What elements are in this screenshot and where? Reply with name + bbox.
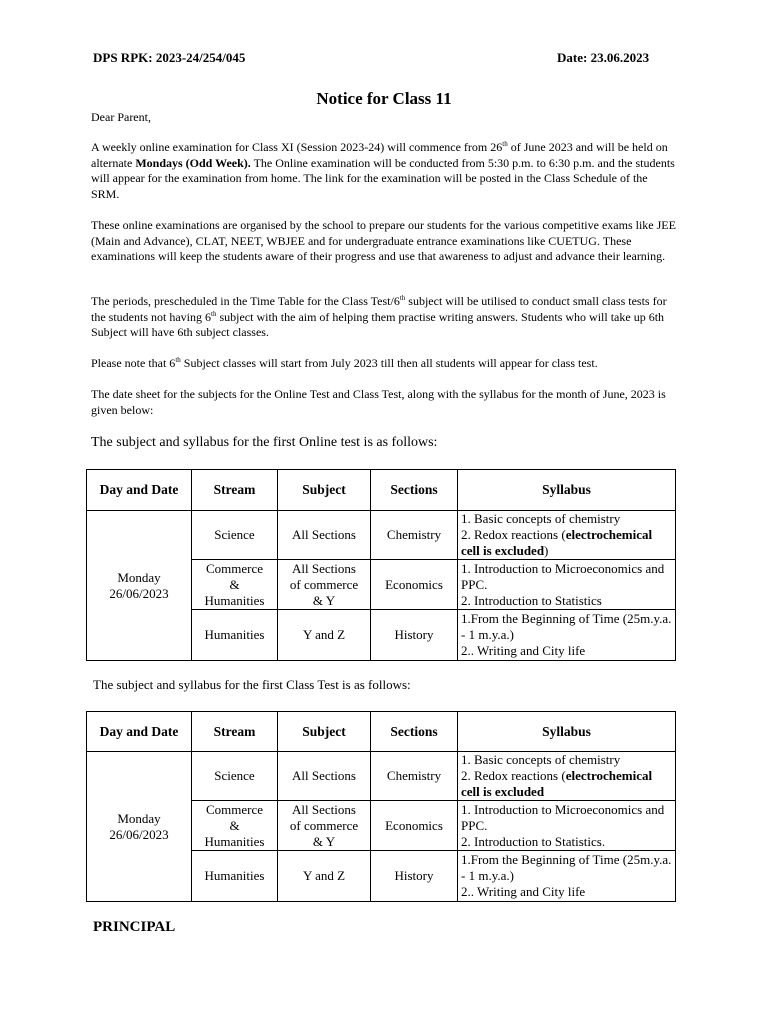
- header-stream: Stream: [192, 470, 278, 511]
- stream-cell: Science: [192, 752, 278, 801]
- header-subject: Subject: [278, 712, 371, 752]
- paragraph-periods: [91, 294, 677, 341]
- notice-date: Date: 23.06.2023: [557, 50, 650, 65]
- online-test-caption: The subject and syllabus for the first Online test is as follows:: [91, 435, 438, 450]
- stream-line: &: [229, 817, 240, 833]
- syllabus-cell: [458, 801, 676, 851]
- p3-sup-2: th: [211, 309, 217, 318]
- syllabus-cell: [458, 752, 676, 801]
- paragraph-purpose: These online examinations are organised by the school to prepare our students for the various competitive exams like JEE (Main and Advance), CLAT, NEET, WBJEE and for undergraduate entrance examinations like CUETUG. These examinations will keep the students aware of their progress and use that awareness to adjust and advance their learning.: [91, 218, 676, 263]
- day-date-cell: [87, 511, 192, 661]
- online-test-table: [86, 469, 676, 661]
- header-day-date: Day and Date: [87, 712, 192, 752]
- day-label: Monday: [117, 810, 161, 826]
- subject-line: & Y: [312, 592, 336, 608]
- subject-cell: Y and Z: [278, 851, 371, 902]
- class-test-table: [86, 711, 676, 902]
- syllabus-line: 2.. Writing and City life: [461, 884, 586, 899]
- date-label: 26/06/2023: [109, 826, 169, 842]
- syllabus-line: 1.From the Beginning of Time (25m.y.a. - 1 m.y.a.): [461, 611, 672, 642]
- p4-sup: th: [175, 356, 181, 364]
- salutation: Dear Parent,: [91, 110, 151, 124]
- p3-text-a: The periods, prescheduled in the Time Table for the Class Test/6: [91, 294, 400, 308]
- paragraph-sixth-subject: [91, 356, 677, 372]
- syllabus-line: 2. Redox reactions (: [461, 768, 566, 783]
- section-cell: Chemistry: [371, 752, 458, 801]
- subject-cell: All Sections: [278, 752, 371, 801]
- subject-line: All Sections: [292, 801, 356, 817]
- header-day-date: Day and Date: [87, 470, 192, 511]
- p1-text-b: of June 2023 and will be held on alternate: [91, 140, 668, 170]
- header-stream: Stream: [192, 712, 278, 752]
- p1-text-c: The Online examination will be conducted from 5:30 p.m. to 6:30 p.m. and the students will appear for the examination from home. The link for the examination will be posted in the Class Schedule of the SRM.: [91, 155, 675, 201]
- signature-principal: PRINCIPAL: [93, 919, 176, 935]
- syllabus-line: 1. Basic concepts of chemistry: [461, 752, 621, 767]
- stream-cell: Science: [192, 511, 278, 560]
- stream-line: Humanities: [204, 592, 265, 608]
- stream-cell: Humanities: [192, 851, 278, 902]
- p3-sup-1: th: [399, 294, 406, 302]
- paragraph-date-sheet: The date sheet for the subjects for the Online Test and Class Test, along with the syllabus for the month of June, 2023 is given below:: [91, 387, 666, 417]
- subject-cell: [278, 801, 371, 851]
- syllabus-line: 2.. Writing and City life: [461, 643, 586, 658]
- syllabus-line: 1. Introduction to Microeconomics and PPC.: [461, 801, 665, 833]
- section-cell: Chemistry: [371, 511, 458, 560]
- header-sections: Sections: [371, 470, 458, 511]
- syllabus-cell: [458, 560, 676, 610]
- table-row: [87, 511, 676, 560]
- section-cell: Economics: [371, 560, 458, 610]
- p4-text-a: Please note that 6: [91, 356, 176, 370]
- subject-cell: All Sections: [278, 511, 371, 560]
- reference-number: DPS RPK: 2023-24/254/045: [93, 50, 246, 65]
- stream-cell: [192, 560, 278, 610]
- header-syllabus: Syllabus: [458, 470, 676, 511]
- subject-line: of commerce: [289, 576, 359, 592]
- stream-line: &: [229, 576, 240, 592]
- syllabus-cell: [458, 610, 676, 661]
- p1-bold: Mondays (Odd Week).: [135, 155, 251, 170]
- section-cell: History: [371, 610, 458, 661]
- day-label: Monday: [117, 569, 161, 585]
- table-header-row: [87, 470, 676, 511]
- subject-cell: Y and Z: [278, 610, 371, 661]
- class-test-caption: The subject and syllabus for the first Class Test is as follows:: [93, 677, 411, 692]
- p4-text-b: Subject classes will start from July 2023 till then all students will appear for class test.: [180, 356, 598, 370]
- header-subject: Subject: [278, 470, 371, 511]
- stream-cell: Humanities: [192, 610, 278, 661]
- stream-line: Humanities: [204, 833, 265, 849]
- header-syllabus: Syllabus: [458, 712, 676, 752]
- subject-cell: [278, 560, 371, 610]
- header-sections: Sections: [371, 712, 458, 752]
- syllabus-line: 1. Basic concepts of chemistry: [461, 511, 621, 526]
- p1-text-a: A weekly online examination for Class XI (Session 2023-24) will commence from 26: [91, 140, 503, 154]
- syllabus-bold: electrochemical cell is excluded: [461, 527, 653, 558]
- p3-text-c: subject with the aim of helping them practise writing answers. Students who will take up 6th Subject will have 6th subject classes.: [91, 309, 665, 339]
- syllabus-line: 2. Redox reactions (: [461, 527, 566, 542]
- syllabus-line: 2. Introduction to Statistics.: [461, 833, 606, 849]
- syllabus-line: 2. Introduction to Statistics: [461, 592, 602, 608]
- p1-sup: th: [502, 140, 508, 148]
- subject-line: All Sections: [292, 560, 356, 576]
- subject-line: of commerce: [289, 817, 359, 833]
- syllabus-line: 1.From the Beginning of Time (25m.y.a. - 1 m.y.a.): [461, 852, 672, 883]
- stream-line: Commerce: [205, 801, 264, 817]
- syllabus-cell: [458, 851, 676, 902]
- p3-text-b: subject will be utilised to conduct small class tests for the students not having 6: [91, 294, 667, 324]
- date-label: 26/06/2023: [109, 585, 169, 601]
- syllabus-bold: electrochemical cell is excluded: [461, 768, 653, 799]
- day-date-cell: [87, 752, 192, 902]
- stream-line: Commerce: [205, 560, 264, 576]
- table-header-row: [87, 712, 676, 752]
- subject-line: & Y: [312, 833, 336, 849]
- syllabus-cell: [458, 511, 676, 560]
- section-cell: History: [371, 851, 458, 902]
- table-row: [87, 752, 676, 801]
- stream-cell: [192, 801, 278, 851]
- section-cell: Economics: [371, 801, 458, 851]
- syllabus-line: 1. Introduction to Microeconomics and PPC.: [461, 560, 665, 592]
- syllabus-line: ): [544, 543, 549, 558]
- paragraph-exam-schedule: [91, 140, 677, 202]
- notice-title: Notice for Class 11: [316, 89, 452, 108]
